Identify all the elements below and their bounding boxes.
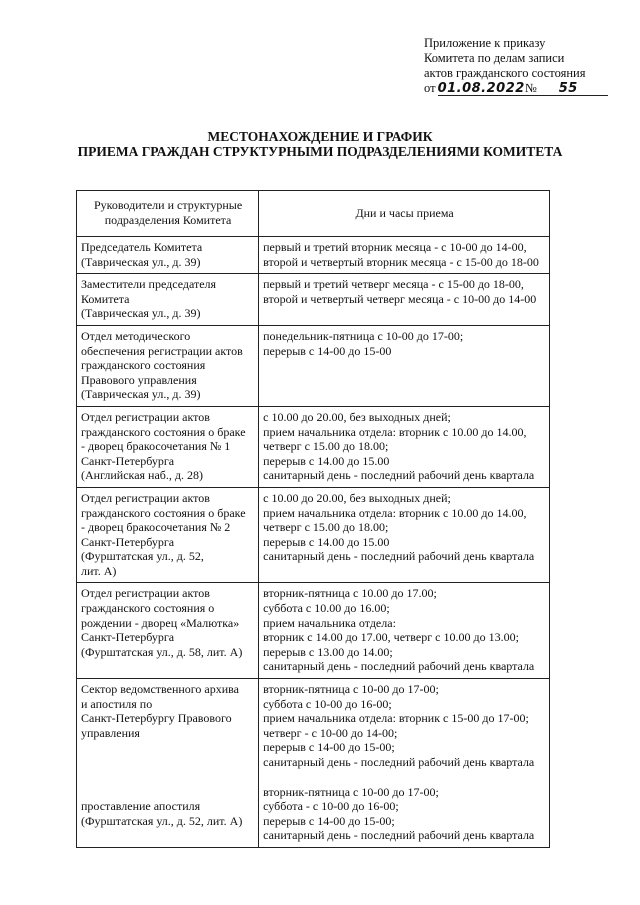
unit-cell — [77, 325, 259, 406]
table-row — [77, 406, 550, 487]
unit-cell — [77, 274, 259, 326]
cell-line: перерыв с 14-00 до 15-00; — [263, 813, 395, 828]
order-date: 01.08.2022 — [437, 81, 525, 96]
order-reference — [424, 81, 578, 95]
cell-line: гражданского состояния о браке — [81, 424, 246, 439]
header-units-line: Руководители и структурные — [93, 198, 243, 213]
unit-cell — [77, 237, 259, 274]
cell-line: суббота - с 10-00 до 16-00; — [263, 799, 399, 814]
cell-line: (Фурштатская ул., д. 58, лит. А) — [81, 644, 243, 659]
cell-line: лит. А) — [81, 563, 117, 578]
cell-line: Санкт-Петербурга — [81, 630, 175, 645]
cell-line: второй и четвертый вторник месяца - с 15-00 до 18-00 — [263, 254, 539, 269]
cell-line: вторник с 14.00 до 17.00, четверг с 10.00 до 13.00; — [263, 630, 519, 645]
cell-line: Правового управления — [81, 372, 197, 387]
cell-line: Председатель Комитета — [81, 240, 203, 254]
cell-line: Санкт-Петербургу Правового — [81, 711, 232, 726]
cell-line: (Таврическая ул., д. 39) — [81, 387, 201, 402]
unit-cell — [77, 679, 259, 848]
cell-line: понедельник-пятница с 10-00 до 17-00; — [263, 328, 464, 343]
cell-line: вторник-пятница с 10.00 до 17.00; — [263, 586, 437, 601]
cell-line: - дворец бракосочетания № 2 — [81, 520, 231, 535]
cell-line: четверг - с 10-00 до 14-00; — [263, 725, 398, 740]
header-units — [77, 191, 259, 237]
cell-line: санитарный день - последний рабочий день квартала — [263, 659, 535, 674]
unit-cell — [77, 487, 259, 583]
header-units-line: подразделения Комитета — [104, 213, 232, 227]
cell-spacer — [81, 740, 255, 799]
cell-line: проставление апостиля — [81, 799, 201, 814]
cell-line: четверг с 15.00 до 18.00; — [263, 439, 389, 454]
hours-cell — [259, 325, 550, 406]
cell-line: суббота с 10.00 до 16.00; — [263, 601, 390, 616]
header-hours: Дни и часы приема — [259, 191, 550, 237]
cell-line: прием начальника отдела: вторник с 15-00 до 17-00; — [263, 711, 529, 726]
cell-line: первый и третий вторник месяца - с 10-00 до 14-00, — [263, 240, 527, 254]
appendix-line-1: Приложение к приказу — [424, 36, 546, 50]
table-row — [77, 325, 550, 406]
hours-cell — [259, 583, 550, 679]
cell-line: вторник-пятница с 10-00 до 17-00; — [263, 784, 439, 799]
cell-line: перерыв с 14.00 до 15.00 — [263, 453, 390, 468]
cell-line: санитарный день - последний рабочий день квартала — [263, 828, 535, 843]
hours-cell — [259, 406, 550, 487]
cell-line: гражданского состояния о — [81, 601, 215, 616]
cell-line: Отдел регистрации актов — [81, 409, 210, 424]
appendix-header — [424, 36, 585, 96]
cell-line: вторник-пятница с 10-00 до 17-00; — [263, 682, 439, 697]
table-row — [77, 487, 550, 583]
cell-line: (Таврическая ул., д. 39) — [81, 306, 201, 321]
cell-line: Отдел регистрации актов — [81, 586, 210, 601]
cell-line: обеспечения регистрации актов — [81, 343, 243, 358]
cell-line: (Фурштатская ул., д. 52, — [81, 549, 204, 564]
cell-spacer — [263, 770, 546, 785]
cell-line: перерыв с 14-00 до 15-00 — [263, 343, 392, 358]
cell-line: Заместители председателя — [81, 277, 217, 292]
cell-line: суббота с 10-00 до 16-00; — [263, 696, 392, 711]
order-prefix: от — [424, 81, 436, 95]
hours-cell — [259, 487, 550, 583]
cell-line: (Фурштатская ул., д. 52, лит. А) — [81, 814, 243, 828]
table-row — [77, 237, 550, 274]
table-header-row — [77, 191, 550, 237]
cell-line: Санкт-Петербурга — [81, 534, 175, 549]
hours-cell — [259, 679, 550, 848]
cell-line: прием начальника отдела: вторник с 10.00 до 14.00, — [263, 424, 527, 439]
unit-cell — [77, 406, 259, 487]
table-row — [77, 274, 550, 326]
cell-line: Отдел методического — [81, 328, 191, 343]
cell-line: перерыв с 14.00 до 15.00 — [263, 534, 390, 549]
table-row — [77, 679, 550, 848]
cell-line: перерыв с 13.00 до 14.00; — [263, 644, 393, 659]
cell-line: прием начальника отдела: вторник с 10.00 до 14.00, — [263, 505, 527, 520]
hours-cell — [259, 237, 550, 274]
cell-line: гражданского состояния — [81, 358, 206, 373]
cell-line: санитарный день - последний рабочий день квартала — [263, 468, 535, 483]
cell-line: Комитета — [81, 291, 130, 306]
cell-line: санитарный день - последний рабочий день квартала — [263, 755, 535, 769]
cell-line: рождении - дворец «Малютка» — [81, 615, 240, 630]
table-row — [77, 583, 550, 679]
reception-schedule-table — [76, 190, 550, 848]
cell-line: (Английская наб., д. 28) — [81, 468, 204, 483]
document-title-line-1: МЕСТОНАХОЖДЕНИЕ И ГРАФИК — [207, 129, 433, 144]
order-underline — [438, 95, 608, 96]
cell-line: управления — [81, 725, 140, 740]
cell-line: - дворец бракосочетания № 1 — [81, 439, 231, 454]
appendix-line-2: Комитета по делам записи — [424, 51, 565, 65]
document-title-line-2: ПРИЕМА ГРАЖДАН СТРУКТУРНЫМИ ПОДРАЗДЕЛЕНИЯМИ КОМИТЕТА — [77, 144, 563, 159]
cell-line: санитарный день - последний рабочий день квартала — [263, 549, 535, 564]
cell-line: перерыв с 14-00 до 15-00; — [263, 740, 395, 755]
appendix-line-3: актов гражданского состояния — [424, 66, 586, 80]
cell-line: и апостиля по — [81, 696, 153, 711]
order-number-label: № — [524, 81, 537, 95]
cell-line: с 10.00 до 20.00, без выходных дней; — [263, 490, 451, 505]
cell-line: второй и четвертый четверг месяца - с 10-00 до 14-00 — [263, 291, 537, 306]
cell-line: Отдел регистрации актов — [81, 490, 210, 505]
unit-cell — [77, 583, 259, 679]
cell-line: Сектор ведомственного архива — [81, 682, 240, 697]
order-number: 55 — [558, 81, 578, 96]
hours-cell — [259, 274, 550, 326]
cell-line: Санкт-Петербурга — [81, 453, 175, 468]
cell-line: (Таврическая ул., д. 39) — [81, 254, 201, 269]
cell-line: первый и третий четверг месяца - с 15-00 до 18-00, — [263, 277, 524, 292]
cell-line: с 10.00 до 20.00, без выходных дней; — [263, 409, 451, 424]
cell-line: четверг с 15.00 до 18.00; — [263, 520, 389, 535]
cell-line: прием начальника отдела: — [263, 615, 396, 630]
cell-line: гражданского состояния о браке — [81, 505, 246, 520]
